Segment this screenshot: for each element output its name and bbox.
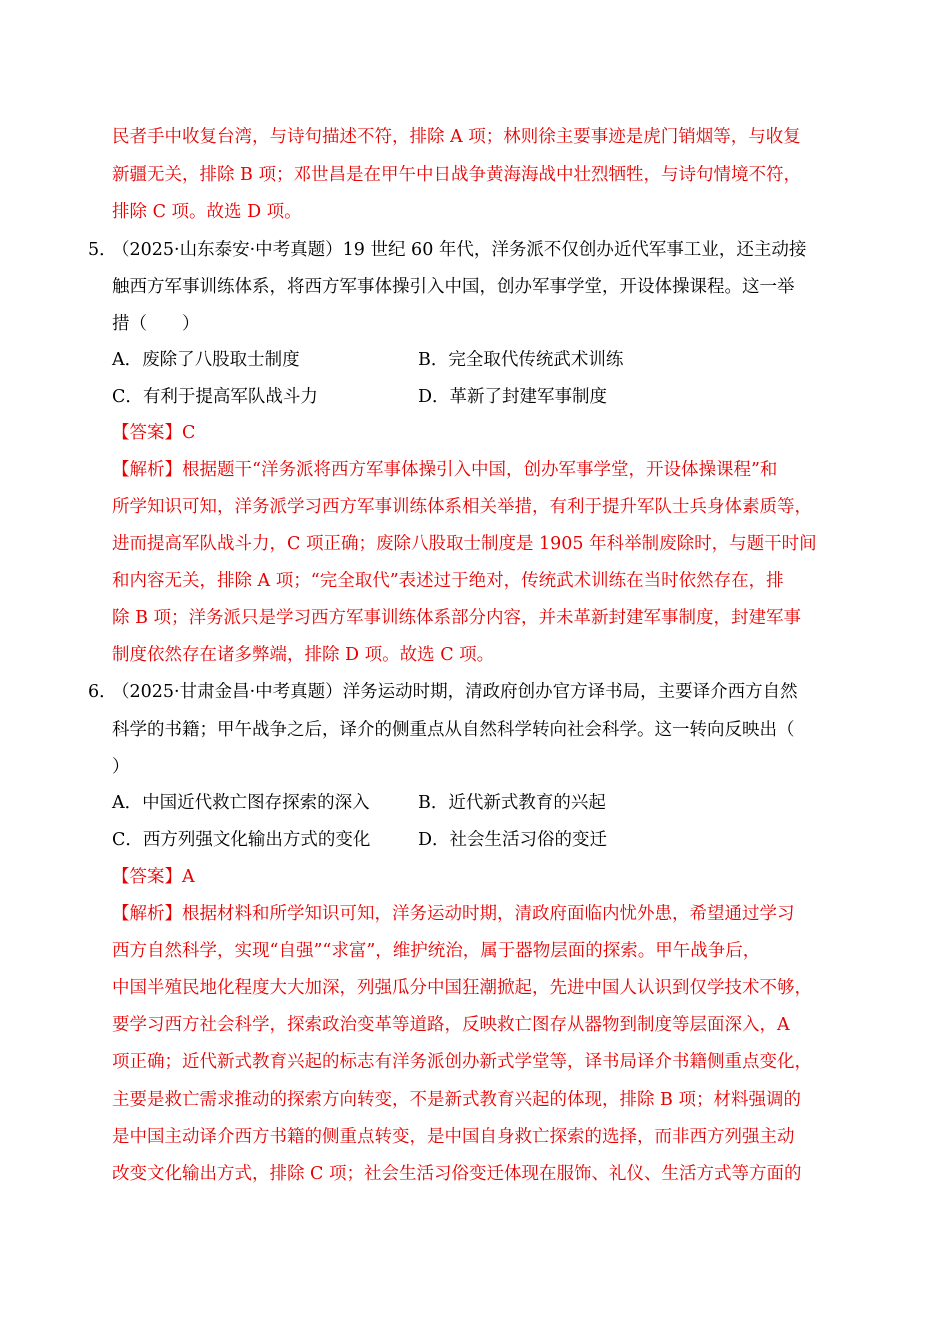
analysis-line: 进而提高军队战斗力，C 项正确；废除八股取士制度是 1905 年科举制废除时，与题干时间 xyxy=(112,534,817,554)
question-stem-line: （2025·甘肃金昌·中考真题）洋务运动时期，清政府创办官方译书局，主要译介西方自然 xyxy=(112,682,798,702)
prev-analysis-line: 排除 C 项。故选 D 项。 xyxy=(112,202,302,222)
analysis-line: 所学知识可知，洋务派学习西方军事训练体系相关举措，有利于提升军队士兵身体素质等， xyxy=(112,497,812,517)
question-stem-line: （2025·山东泰安·中考真题）19 世纪 60 年代，洋务派不仅创办近代军事工业，还主动接 xyxy=(112,240,807,260)
option-d: D．社会生活习俗的变迁 xyxy=(418,830,608,850)
analysis-line: 西方自然科学，实现“自强”“求富”，维护统治，属于器物层面的探索。甲午战争后， xyxy=(112,941,761,961)
analysis-line: 主要是救亡需求推动的探索方向转变，不是新式教育兴起的体现，排除 B 项；材料强调的 xyxy=(112,1090,801,1110)
option-c: C．西方列强文化输出方式的变化 xyxy=(112,830,371,850)
analysis-line: 制度依然存在诸多弊端，排除 D 项。故选 C 项。 xyxy=(112,645,495,665)
option-b: B．近代新式教育的兴起 xyxy=(418,793,606,813)
analysis-line: 和内容无关，排除 A 项；“完全取代”表述过于绝对，传统武术训练在当时依然存在，排 xyxy=(112,571,784,591)
analysis-line: 改变文化输出方式，排除 C 项；社会生活习俗变迁体现在服饰、礼仪、生活方式等方面的 xyxy=(112,1164,802,1184)
analysis-line: 项正确；近代新式教育兴起的标志有洋务派创办新式学堂等，译书局译介书籍侧重点变化， xyxy=(112,1052,812,1072)
question-stem-line: 措（ ） xyxy=(112,314,200,334)
analysis-line: 【解析】根据材料和所学知识可知，洋务运动时期，清政府面临内忧外患，希望通过学习 xyxy=(112,904,795,924)
analysis-line: 【解析】根据题干“洋务派将西方军事体操引入中国，创办军事学堂，开设体操课程”和 xyxy=(112,460,778,480)
question-stem-line: ） xyxy=(112,757,130,777)
option-c: C．有利于提高军队战斗力 xyxy=(112,387,318,407)
analysis-line: 是中国主动译介西方书籍的侧重点转变，是中国自身救亡探索的选择，而非西方列强主动 xyxy=(112,1127,795,1147)
answer-label: 【答案】A xyxy=(112,867,195,887)
question-number: 5． xyxy=(88,240,117,260)
analysis-line: 除 B 项；洋务派只是学习西方军事训练体系部分内容，并未革新封建军事制度，封建军事 xyxy=(112,608,801,628)
option-d: D．革新了封建军事制度 xyxy=(418,387,608,407)
option-a: A．废除了八股取士制度 xyxy=(112,350,300,370)
prev-analysis-line: 新疆无关，排除 B 项；邓世昌是在甲午中日战争黄海海战中壮烈牺牲，与诗句情境不符， xyxy=(112,165,801,185)
prev-analysis-line: 民者手中收复台湾，与诗句描述不符，排除 A 项；林则徐主要事迹是虎门销烟等，与收复 xyxy=(112,127,801,147)
answer-label: 【答案】C xyxy=(112,423,196,443)
analysis-line: 要学习西方社会科学，探索政治变革等道路，反映救亡图存从器物到制度等层面深入，A xyxy=(112,1015,790,1035)
question-stem-line: 科学的书籍；甲午战争之后，译介的侧重点从自然科学转向社会科学。这一转向反映出（ xyxy=(112,720,795,740)
option-b: B．完全取代传统武术训练 xyxy=(418,350,624,370)
question-stem-line: 触西方军事训练体系，将西方军事体操引入中国，创办军事学堂，开设体操课程。这一举 xyxy=(112,277,795,297)
option-a: A．中国近代救亡图存探索的深入 xyxy=(112,793,370,813)
question-number: 6． xyxy=(88,682,117,702)
analysis-line: 中国半殖民地化程度大大加深，列强瓜分中国狂潮掀起，先进中国人认识到仅学技术不够， xyxy=(112,978,812,998)
